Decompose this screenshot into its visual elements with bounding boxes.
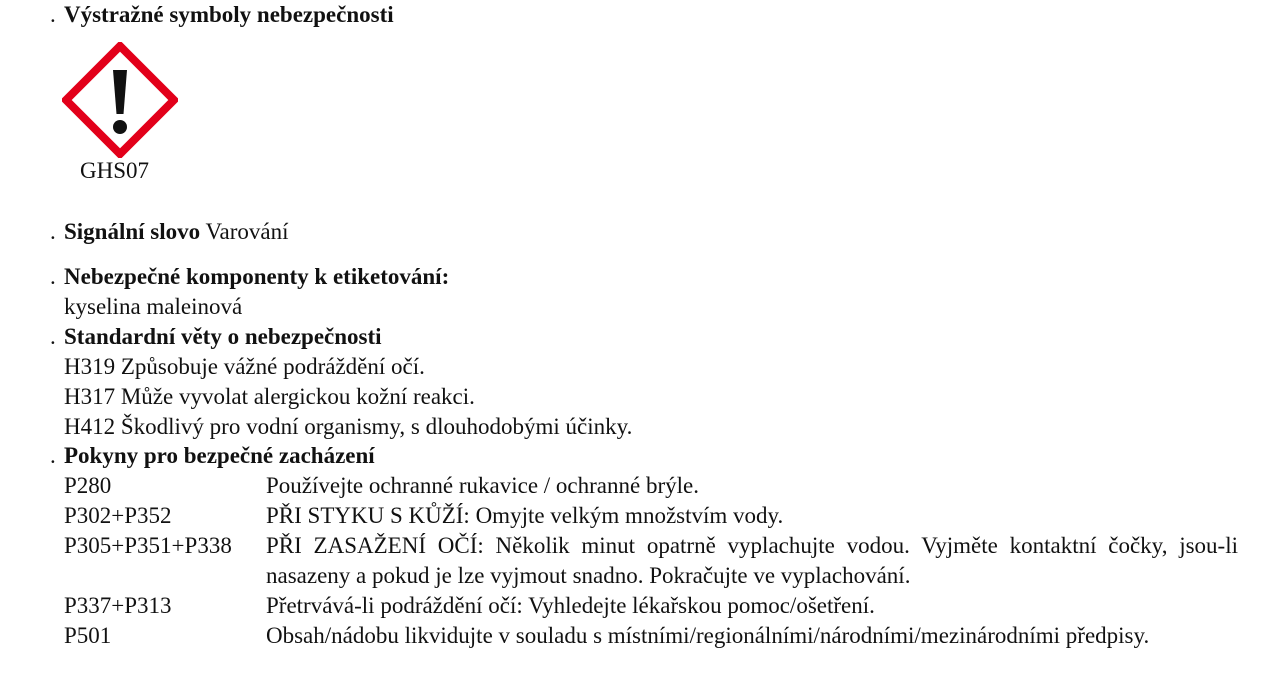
bullet: . [50, 219, 56, 244]
precautionary-code: P305+P351+P338 [64, 533, 232, 558]
precautionary-text: PŘI ZASAŽENÍ OČÍ: Několik minut opatrně vyplachujte vodou. Vyjměte kontaktní čočky, jsou-li nasazeny a pokud je lze vyjmout snadno. Pokračujte ve vyplachování. [266, 533, 1238, 588]
precautionary-statements-heading: Pokyny pro bezpečné zacházení [64, 443, 375, 468]
bullet: . [50, 2, 56, 27]
precautionary-statements-heading-line [50, 441, 375, 471]
precautionary-text: PŘI STYKU S KŮŽÍ: Omyjte velkým množstvím vody. [266, 503, 784, 528]
bullet: . [50, 264, 56, 289]
hazard-symbols-heading: Výstražné symboly nebezpečnosti [64, 2, 394, 27]
hazard-symbols-heading-line [50, 0, 394, 30]
signal-word-line [50, 217, 289, 247]
hazardous-components-heading: Nebezpečné komponenty k etiketování: [64, 264, 450, 289]
signal-word-label: Signální slovo [64, 219, 201, 244]
precautionary-text: Přetrvává-li podráždění očí: Vyhledejte lékařskou pomoc/ošetření. [266, 593, 875, 618]
precautionary-text: Používejte ochranné rukavice / ochranné brýle. [266, 473, 699, 498]
hazard-statements-heading-line [50, 322, 382, 352]
hazardous-components-heading-line [50, 262, 449, 292]
bullet: . [50, 324, 56, 349]
precautionary-code: P302+P352 [64, 503, 172, 528]
hazard-statement-h412: H412 Škodlivý pro vodní organismy, s dlouhodobými účinky. [64, 414, 633, 439]
bullet: . [50, 443, 56, 468]
pictogram-code: GHS07 [80, 158, 150, 183]
hazard-statements-heading: Standardní věty o nebezpečnosti [64, 324, 382, 349]
signal-word-value: Varování [205, 219, 289, 244]
hazard-statement-h319: H319 Způsobuje vážné podráždění očí. [64, 354, 425, 379]
exclamation-mark-diamond-icon [62, 42, 178, 158]
precautionary-code: P280 [64, 473, 112, 498]
component-item: kyselina maleinová [64, 294, 243, 319]
precautionary-text: Obsah/nádobu likvidujte v souladu s místními/regionálními/národními/mezinárodními předpisy. [266, 623, 1150, 648]
precautionary-code: P501 [64, 623, 112, 648]
hazard-statement-h317: H317 Může vyvolat alergickou kožní reakci. [64, 384, 475, 409]
precautionary-code: P337+P313 [64, 593, 172, 618]
